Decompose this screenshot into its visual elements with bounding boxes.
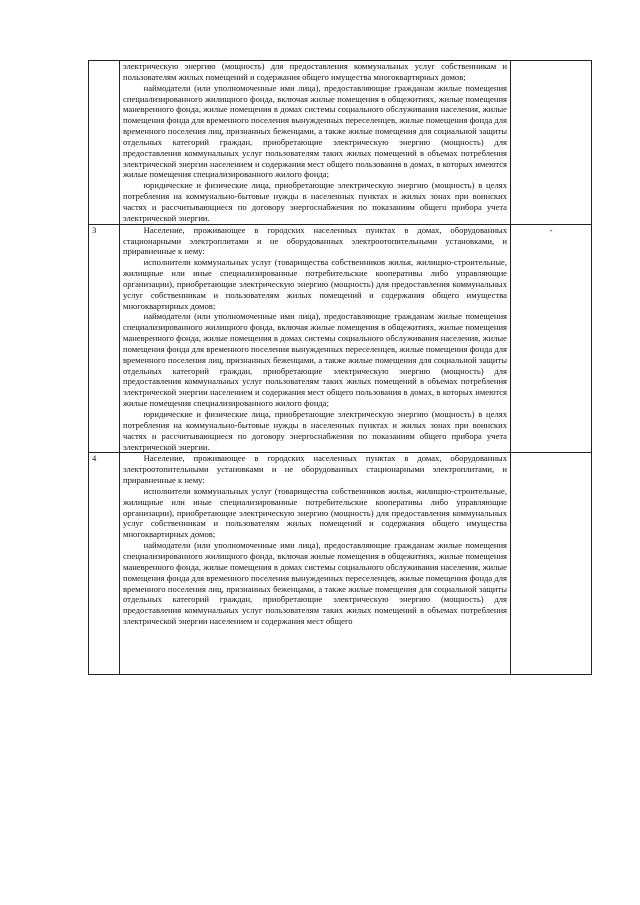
table-row — [89, 61, 592, 225]
paragraph: наймодатели (или уполномоченные ими лица), предоставляющие гражданам жилые помещения специализированного жилищного фонда, включая жилые помещения в общежитиях, жилые помещения маневренного фонда, жилые помещения в домах системы социального обслуживания населения, жилые помещения фонда для временного поселения вынужденных переселенцев, жилые помещения фонда для временного поселения лиц, признанных беженцами, а также жилые помещения для социальной защиты отдельных категорий граждан, приобретающие электрическую энергию (мощность) для предоставления коммунальных услуг пользователям таких жилых помещений в объемах потребления электрической энергии населением и содержания мест общего — [123, 540, 507, 627]
consumer-description-cell — [120, 61, 511, 225]
value-cell — [511, 453, 592, 675]
paragraph: исполнители коммунальных услуг (товарищества собственников жилья, жилищно-строительные, жилищные или иные специализированные потребительские кооперативы либо управляющие организации), приобретающие электрическую энергию (мощность) для предоставления коммунальных услуг собственникам и пользователям жилых помещений и содержания общего имущества многоквартирных домов; — [123, 257, 507, 311]
cell-text-wrap — [123, 225, 507, 453]
row-number-cell — [89, 61, 120, 225]
paragraph: Население, проживающее в городских населенных пунктах в домах, оборудованных стационарными электроплитами и не оборудованных электроотопительными установками, и приравненные к нему: — [123, 224, 507, 257]
consumer-description-cell — [120, 224, 511, 453]
table-body — [89, 61, 592, 675]
paragraph: наймодатели (или уполномоченные ими лица), предоставляющие гражданам жилые помещения специализированного жилищного фонда, включая жилые помещения в общежитиях, жилые помещения маневренного фонда, жилые помещения в домах системы социального обслуживания населения, жилые помещения фонда для временного поселения вынужденных переселенцев, жилые помещения фонда для временного поселения лиц, признанных беженцами, а также жилые помещения для социальной защиты отдельных категорий граждан, приобретающие электрическую энергию (мощность) для предоставления коммунальных услуг пользователям таких жилых помещений в объемах потребления электрической энергии населением и содержания мест общего пользования в домах, в которых имеются жилые помещения специализированного жилого фонда; — [123, 311, 507, 409]
row-number-cell: 4 — [89, 453, 120, 675]
paragraph: юридические и физические лица, приобретающие электрическую энергию (мощность) в целях потребления на коммунально-бытовые нужды в населенных пунктах и жилых зонах при воинских частях и рассчитывающиеся по договору энергоснабжения по показаниям общего прибора учета электрической энергии. — [123, 409, 507, 452]
tariff-table — [88, 60, 592, 675]
row-number-cell: 3 — [89, 224, 120, 453]
paragraph: электрическую энергию (мощность) для предоставления коммунальных услуг собственникам и пользователям жилых помещений и содержания общего имущества многоквартирных домов; — [123, 61, 507, 82]
cell-text-wrap — [123, 453, 507, 674]
paragraph: Население, проживающее в городских населенных пунктах в домах, оборудованных электроотопительными установками и не оборудованных стационарными электроплитами, и приравненные к нему: — [123, 453, 507, 486]
value-cell: - — [511, 224, 592, 453]
paragraph: исполнители коммунальных услуг (товарищества собственников жилья, жилищно-строительные, жилищные или иные специализированные потребительские кооперативы либо управляющие организации), приобретающие электрическую энергию (мощность) для предоставления коммунальных услуг собственникам и пользователям жилых помещений и содержания общего имущества многоквартирных домов; — [123, 485, 507, 540]
paragraph: наймодатели (или уполномоченные ими лица), предоставляющие гражданам жилые помещения специализированного жилищного фонда, включая жилые помещения в общежитиях, жилые помещения маневренного фонда, жилые помещения в домах системы социального обслуживания населения, жилые помещения фонда для временного поселения вынужденных переселенцев, жилые помещения фонда для временного поселения лиц, признанных беженцами, а также жилые помещения для социальной защиты отдельных категорий граждан, приобретающие электрическую энергию (мощность) для предоставления коммунальных услуг пользователям таких жилых помещений в объемах потребления электрической энергии населением и содержания мест общего пользования в домах, в которых имеются жилые помещения специализированного жилого фонда; — [123, 82, 507, 180]
value-cell — [511, 61, 592, 225]
table-row — [89, 453, 592, 675]
consumer-description-cell — [120, 453, 511, 675]
table-row — [89, 224, 592, 453]
cell-text-wrap — [123, 61, 507, 224]
paragraph: юридические и физические лица, приобретающие электрическую энергию (мощность) в целях потребления на коммунально-бытовые нужды в населенных пунктах и жилых зонах при воинских частях и рассчитывающиеся по договору энергоснабжения по показаниям общего прибора учета электрической энергии. — [123, 180, 507, 223]
